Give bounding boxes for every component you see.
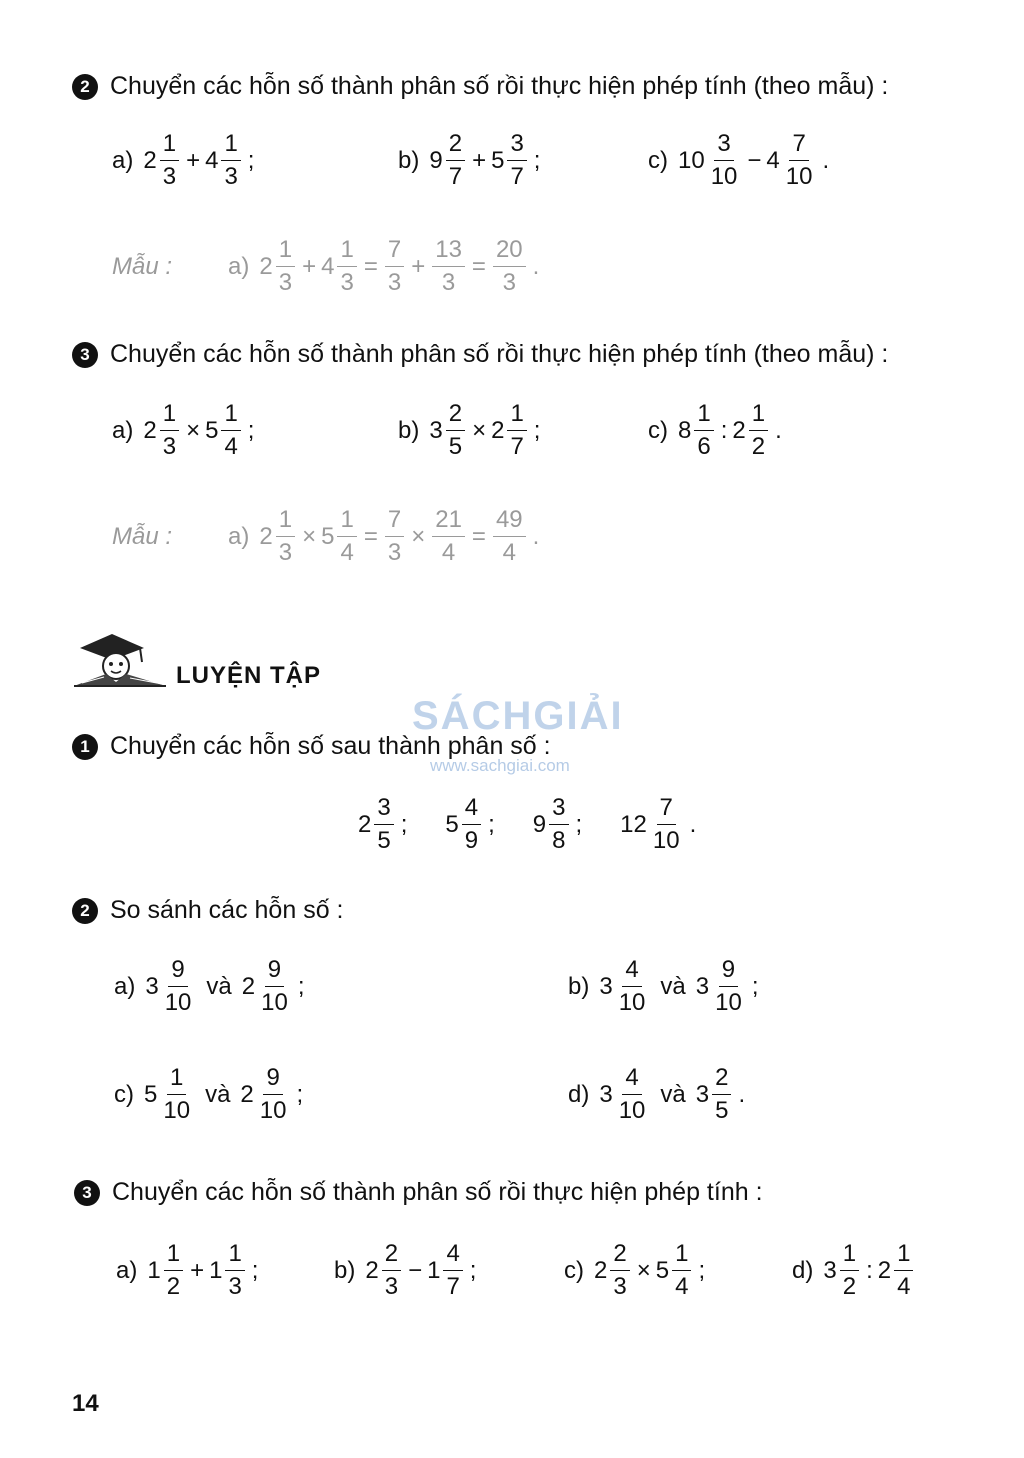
fraction bbox=[382, 1242, 401, 1299]
separator: ; bbox=[247, 146, 255, 174]
separator: ; bbox=[533, 416, 541, 444]
fraction bbox=[162, 958, 195, 1015]
practice-exercise-1-items bbox=[358, 796, 701, 853]
fraction bbox=[258, 958, 291, 1015]
fraction bbox=[337, 238, 356, 295]
item-label: a) bbox=[116, 1256, 138, 1284]
whole-part: 3 bbox=[429, 416, 443, 444]
denominator: 3 bbox=[441, 269, 456, 296]
fraction bbox=[225, 1242, 244, 1299]
operator: + bbox=[302, 252, 317, 280]
separator: . bbox=[822, 146, 830, 174]
numerator: 3 bbox=[374, 796, 393, 825]
fraction bbox=[894, 1242, 913, 1299]
denominator: 3 bbox=[502, 269, 516, 296]
whole-part: 5 bbox=[655, 1256, 670, 1284]
whole-part: 3 bbox=[599, 1080, 613, 1108]
fraction bbox=[446, 132, 465, 189]
denominator: 4 bbox=[441, 539, 456, 566]
numerator: 1 bbox=[160, 132, 179, 161]
numerator: 2 bbox=[446, 132, 465, 161]
operator: − bbox=[747, 146, 762, 174]
item-label: a) bbox=[112, 416, 134, 444]
separator: ; bbox=[488, 810, 495, 838]
whole-part: 3 bbox=[695, 1080, 710, 1108]
denominator: 5 bbox=[448, 433, 463, 460]
exercise-number-badge: 2 bbox=[72, 74, 98, 100]
whole-part: 5 bbox=[445, 810, 459, 838]
whole-part: 2 bbox=[877, 1256, 892, 1284]
denominator: 7 bbox=[448, 163, 463, 190]
denominator: 3 bbox=[224, 163, 238, 190]
fraction bbox=[160, 132, 179, 189]
item-label: a) bbox=[112, 146, 134, 174]
practice-exercise-2-item-c bbox=[114, 1066, 308, 1123]
denominator: 3 bbox=[387, 269, 402, 296]
fraction bbox=[446, 402, 465, 459]
denominator: 7 bbox=[510, 433, 524, 460]
fraction bbox=[385, 508, 404, 565]
numerator: 13 bbox=[432, 238, 465, 267]
numerator: 1 bbox=[694, 402, 713, 431]
operator: × bbox=[636, 1256, 651, 1284]
connector-word: và bbox=[660, 972, 686, 1000]
numerator: 4 bbox=[622, 1066, 641, 1095]
fraction bbox=[840, 1242, 859, 1299]
whole-part: 5 bbox=[491, 146, 505, 174]
practice-exercise-3-item-b bbox=[334, 1242, 481, 1299]
item-label: b) bbox=[334, 1256, 356, 1284]
connector-word: và bbox=[205, 1080, 231, 1108]
whole-part: 2 bbox=[240, 1080, 254, 1108]
exercise-2-item-b bbox=[398, 132, 545, 189]
numerator: 1 bbox=[221, 132, 240, 161]
fraction bbox=[712, 958, 745, 1015]
denominator: 3 bbox=[162, 433, 177, 460]
whole-part: 4 bbox=[766, 146, 780, 174]
whole-part: 9 bbox=[429, 146, 443, 174]
connector-word: và bbox=[206, 972, 232, 1000]
fraction bbox=[221, 402, 240, 459]
numerator: 20 bbox=[493, 238, 526, 267]
denominator: 4 bbox=[675, 1273, 689, 1300]
practice-exercise-3-heading bbox=[74, 1178, 763, 1207]
fraction bbox=[616, 1066, 649, 1123]
numerator: 1 bbox=[672, 1242, 691, 1271]
denominator: 10 bbox=[785, 163, 813, 190]
numerator: 1 bbox=[337, 238, 356, 267]
operator: − bbox=[408, 1256, 423, 1284]
denominator: 3 bbox=[162, 163, 177, 190]
numerator: 9 bbox=[265, 958, 284, 987]
denominator: 2 bbox=[842, 1273, 857, 1300]
denominator: 5 bbox=[715, 1097, 729, 1124]
denominator: 10 bbox=[715, 989, 742, 1016]
fraction bbox=[749, 402, 768, 459]
whole-part: 1 bbox=[209, 1256, 223, 1284]
whole-part: 2 bbox=[259, 252, 273, 280]
fraction bbox=[610, 1242, 629, 1299]
fraction bbox=[164, 1242, 183, 1299]
item-label: a) bbox=[228, 522, 250, 550]
fraction bbox=[276, 508, 295, 565]
denominator: 9 bbox=[464, 827, 479, 854]
fraction bbox=[257, 1066, 290, 1123]
exercise-title: Chuyển các hỗn số sau thành phân số : bbox=[110, 732, 551, 760]
exercise-title: Chuyển các hỗn số thành phân số rồi thực hiện phép tính (theo mẫu) : bbox=[110, 72, 889, 100]
watermark-logo: SÁCHGIẢI bbox=[412, 694, 624, 738]
denominator: 4 bbox=[340, 539, 354, 566]
numerator: 1 bbox=[276, 238, 295, 267]
separator: ; bbox=[251, 1256, 259, 1284]
whole-part: 2 bbox=[491, 416, 505, 444]
practice-exercise-3-item-c bbox=[564, 1242, 710, 1299]
fraction bbox=[783, 132, 816, 189]
numerator: 7 bbox=[385, 238, 404, 267]
exercise-2-item-c bbox=[648, 132, 834, 189]
exercise-number-badge: 1 bbox=[72, 734, 98, 760]
whole-part: 4 bbox=[321, 252, 335, 280]
whole-part: 1 bbox=[147, 1256, 161, 1284]
operator: + bbox=[411, 252, 426, 280]
numerator: 2 bbox=[446, 402, 465, 431]
exercise-title: Chuyển các hỗn số thành phân số rồi thực hiện phép tính : bbox=[112, 1178, 763, 1206]
numerator: 1 bbox=[164, 1242, 183, 1271]
fraction bbox=[507, 402, 526, 459]
separator: ; bbox=[575, 810, 583, 838]
separator: ; bbox=[469, 1256, 477, 1284]
exercise-3-heading bbox=[72, 340, 888, 369]
exercise-2-heading bbox=[72, 72, 888, 101]
separator: . bbox=[775, 416, 782, 444]
denominator: 10 bbox=[710, 163, 738, 190]
separator: ; bbox=[247, 416, 255, 444]
numerator: 1 bbox=[507, 402, 526, 431]
practice-exercise-2-item-d bbox=[568, 1066, 750, 1123]
fraction bbox=[221, 132, 240, 189]
operator: × bbox=[472, 416, 487, 444]
student-reading-icon bbox=[70, 626, 170, 690]
whole-part: 2 bbox=[358, 810, 372, 838]
separator: ; bbox=[296, 1080, 304, 1108]
denominator: 2 bbox=[166, 1273, 181, 1300]
item-label: b) bbox=[398, 416, 420, 444]
denominator: 6 bbox=[697, 433, 711, 460]
whole-part: 5 bbox=[205, 416, 219, 444]
fraction bbox=[507, 132, 526, 189]
practice-exercise-1-heading bbox=[72, 732, 551, 761]
numerator: 2 bbox=[610, 1242, 629, 1271]
fraction bbox=[276, 238, 295, 295]
separator: ; bbox=[533, 146, 541, 174]
separator: ; bbox=[698, 1256, 706, 1284]
fraction bbox=[160, 402, 179, 459]
denominator: 10 bbox=[618, 1097, 646, 1124]
denominator: 2 bbox=[751, 433, 766, 460]
whole-part: 8 bbox=[678, 416, 692, 444]
denominator: 7 bbox=[446, 1273, 460, 1300]
practice-exercise-3-item-a bbox=[116, 1242, 263, 1299]
denominator: 10 bbox=[652, 827, 680, 854]
practice-exercise-2-heading bbox=[72, 896, 343, 925]
practice-section-header bbox=[70, 626, 170, 695]
exercise-3-item-b bbox=[398, 402, 545, 459]
whole-part: 2 bbox=[594, 1256, 608, 1284]
whole-part: 2 bbox=[241, 972, 256, 1000]
exercise-number-badge: 3 bbox=[74, 1180, 100, 1206]
numerator: 1 bbox=[749, 402, 768, 431]
separator: . bbox=[532, 522, 540, 550]
separator: . bbox=[689, 810, 697, 838]
equals-sign: = bbox=[471, 252, 486, 280]
fraction bbox=[462, 796, 481, 853]
denominator: 3 bbox=[387, 539, 402, 566]
whole-part: 3 bbox=[145, 972, 159, 1000]
exercise-2-example bbox=[112, 238, 544, 295]
numerator: 4 bbox=[462, 796, 481, 825]
fraction bbox=[385, 238, 404, 295]
item-label: a) bbox=[114, 972, 136, 1000]
exercise-number-badge: 2 bbox=[72, 898, 98, 924]
fraction bbox=[337, 508, 356, 565]
denominator: 10 bbox=[163, 1097, 191, 1124]
numerator: 1 bbox=[160, 402, 179, 431]
whole-part: 9 bbox=[532, 810, 547, 838]
fraction bbox=[374, 796, 393, 853]
whole-part: 4 bbox=[205, 146, 219, 174]
denominator: 3 bbox=[340, 269, 354, 296]
operator: × bbox=[411, 522, 426, 550]
numerator: 1 bbox=[894, 1242, 913, 1271]
numerator: 1 bbox=[221, 402, 240, 431]
separator: ; bbox=[400, 810, 408, 838]
whole-part: 12 bbox=[620, 810, 647, 838]
whole-part: 3 bbox=[823, 1256, 837, 1284]
denominator: 3 bbox=[613, 1273, 627, 1300]
separator: ; bbox=[751, 972, 759, 1000]
fraction bbox=[712, 1066, 731, 1123]
operator: × bbox=[302, 522, 317, 550]
denominator: 7 bbox=[510, 163, 524, 190]
whole-part: 2 bbox=[365, 1256, 379, 1284]
denominator: 3 bbox=[384, 1273, 399, 1300]
operator: × bbox=[186, 416, 201, 444]
exercise-number-badge: 3 bbox=[72, 342, 98, 368]
practice-exercise-2-item-b bbox=[568, 958, 764, 1015]
numerator: 4 bbox=[622, 958, 641, 987]
numerator: 4 bbox=[443, 1242, 462, 1271]
numerator: 21 bbox=[432, 508, 465, 537]
whole-part: 2 bbox=[143, 146, 157, 174]
denominator: 10 bbox=[618, 989, 646, 1016]
numerator: 1 bbox=[225, 1242, 244, 1271]
numerator: 3 bbox=[507, 132, 526, 161]
denominator: 5 bbox=[377, 827, 391, 854]
numerator: 7 bbox=[657, 796, 676, 825]
item-label: c) bbox=[648, 146, 668, 174]
fraction bbox=[160, 1066, 193, 1123]
exercise-3-item-c bbox=[648, 402, 787, 459]
fraction bbox=[650, 796, 683, 853]
numerator: 7 bbox=[789, 132, 808, 161]
whole-part: 2 bbox=[732, 416, 746, 444]
practice-exercise-2-item-a bbox=[114, 958, 310, 1015]
denominator: 8 bbox=[552, 827, 566, 854]
operator: : bbox=[720, 416, 728, 444]
separator: . bbox=[532, 252, 540, 280]
fraction bbox=[443, 1242, 462, 1299]
separator: ; bbox=[297, 972, 305, 1000]
whole-part: 5 bbox=[321, 522, 335, 550]
denominator: 3 bbox=[278, 269, 293, 296]
whole-part: 3 bbox=[599, 972, 613, 1000]
denominator: 3 bbox=[228, 1273, 242, 1300]
whole-part: 3 bbox=[695, 972, 710, 1000]
item-label: d) bbox=[568, 1080, 590, 1108]
item-label: b) bbox=[398, 146, 420, 174]
denominator: 4 bbox=[502, 539, 516, 566]
practice-section-title: LUYỆN TẬP bbox=[176, 662, 322, 689]
denominator: 10 bbox=[261, 989, 288, 1016]
numerator: 1 bbox=[276, 508, 295, 537]
item-label: d) bbox=[792, 1256, 814, 1284]
numerator: 1 bbox=[167, 1066, 186, 1095]
equals-sign: = bbox=[471, 522, 486, 550]
numerator: 7 bbox=[385, 508, 404, 537]
fraction bbox=[493, 508, 526, 565]
fraction bbox=[708, 132, 741, 189]
separator: . bbox=[738, 1080, 746, 1108]
exercise-title: Chuyển các hỗn số thành phân số rồi thực hiện phép tính (theo mẫu) : bbox=[110, 340, 889, 368]
operator: : bbox=[866, 1256, 873, 1284]
denominator: 4 bbox=[897, 1273, 911, 1300]
denominator: 10 bbox=[164, 989, 192, 1016]
example-label: Mẫu : bbox=[112, 522, 173, 550]
practice-exercise-3-item-d bbox=[792, 1242, 915, 1299]
connector-word: và bbox=[660, 1080, 686, 1108]
operator: + bbox=[190, 1256, 205, 1284]
numerator: 9 bbox=[719, 958, 738, 987]
denominator: 3 bbox=[278, 539, 293, 566]
whole-part: 2 bbox=[143, 416, 157, 444]
numerator: 9 bbox=[263, 1066, 282, 1095]
fraction bbox=[432, 508, 465, 565]
exercise-3-example bbox=[112, 508, 544, 565]
fraction bbox=[616, 958, 649, 1015]
exercise-2-item-a bbox=[112, 132, 259, 189]
whole-part: 10 bbox=[678, 146, 705, 174]
numerator: 1 bbox=[840, 1242, 859, 1271]
example-label: Mẫu : bbox=[112, 252, 173, 280]
equals-sign: = bbox=[363, 252, 378, 280]
fraction bbox=[672, 1242, 691, 1299]
exercise-3-item-a bbox=[112, 402, 259, 459]
numerator: 9 bbox=[168, 958, 187, 987]
operator: + bbox=[472, 146, 487, 174]
numerator: 2 bbox=[382, 1242, 401, 1271]
watermark-url: www.sachgiai.com bbox=[430, 756, 570, 775]
fraction bbox=[432, 238, 465, 295]
fraction bbox=[493, 238, 526, 295]
operator: + bbox=[186, 146, 201, 174]
exercise-title: So sánh các hỗn số : bbox=[110, 896, 344, 924]
item-label: c) bbox=[114, 1080, 134, 1108]
denominator: 10 bbox=[259, 1097, 287, 1124]
numerator: 49 bbox=[493, 508, 526, 537]
item-label: a) bbox=[228, 252, 250, 280]
denominator: 4 bbox=[224, 433, 238, 460]
item-label: c) bbox=[564, 1256, 584, 1284]
item-label: c) bbox=[648, 416, 668, 444]
whole-part: 2 bbox=[259, 522, 273, 550]
page-number: 14 bbox=[72, 1390, 99, 1417]
fraction bbox=[694, 402, 713, 459]
item-label: b) bbox=[568, 972, 590, 1000]
numerator: 3 bbox=[549, 796, 568, 825]
whole-part: 1 bbox=[427, 1256, 441, 1284]
numerator: 2 bbox=[712, 1066, 731, 1095]
whole-part: 5 bbox=[144, 1080, 158, 1108]
fraction bbox=[549, 796, 568, 853]
numerator: 3 bbox=[714, 132, 733, 161]
equals-sign: = bbox=[363, 522, 378, 550]
numerator: 1 bbox=[337, 508, 356, 537]
